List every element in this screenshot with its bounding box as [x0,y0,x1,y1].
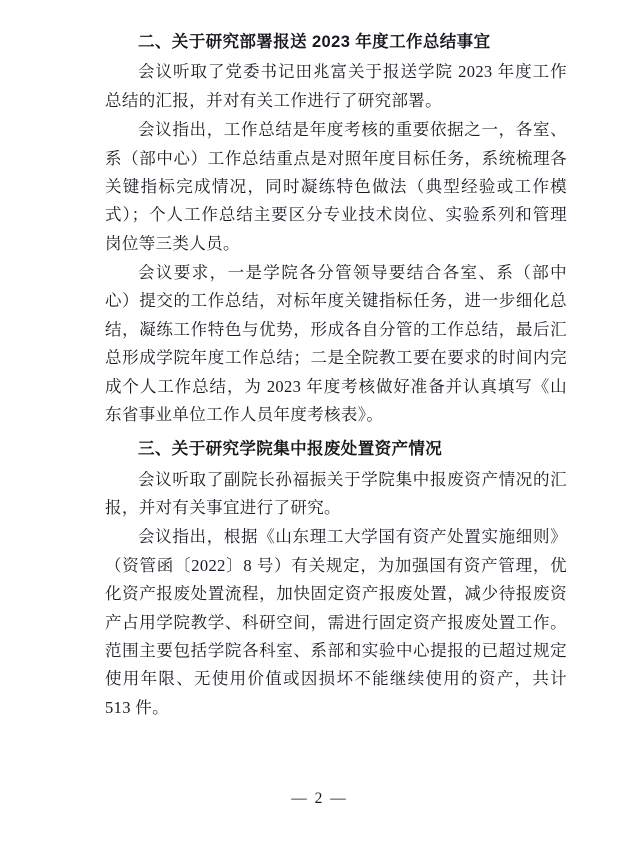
paragraph-asset-briefing: 会议听取了副院长孙福振关于学院集中报废资产情况的汇报，并对有关事宜进行了研究。 [105,469,567,517]
page-number-footer: — 2 — [291,790,348,807]
document-body [105,28,567,722]
paragraph-asset-regulations: 会议指出，根据《山东理工大学国有资产处置实施细则》（资管函〔2022〕8 号）有关规定，为加强国有资产管理，优化资产报废处置流程，加快固定资产报废处置，减少待报废资产占用学院教学、科研空间，需进行固定资产报废处置工作。范围主要包括学院各科室、系部和实验中心提报的已超过规定使用年限、无使用价值或因损坏不能继续使用的资产，共计 513 件。 [105,527,567,717]
paragraph-summary-points: 会议指出，工作总结是年度考核的重要依据之一，各室、系（部中心）工作总结重点是对照年度目标任务，系统梳理各关键指标完成情况，同时凝练特色做法（典型经验或工作模式）；个人工作总结主要区分专业技术岗位、实验系列和管理岗位等三类人员。 [105,120,567,253]
paragraph-summary-requirements: 会议要求，一是学院各分管领导要结合各室、系（部中心）提交的工作总结，对标年度关键指标任务，进一步细化总结，凝练工作特色与优势，形成各自分管的工作总结，最后汇总形成学院年度工作总结；二是全院教工要在要求的时间内完成个人工作总结，为 2023 年度考核做好准备并认真填写《山东省事业单位工作人员年度考核表》。 [105,263,567,424]
section-heading-two: 二、关于研究部署报送 2023 年度工作总结事宜 [138,33,491,51]
section-heading-three: 三、关于研究学院集中报废处置资产情况 [138,440,443,459]
paragraph-report-briefing: 会议听取了党委书记田兆富关于报送学院 2023 年度工作总结的汇报，并对有关工作进行了研究部署。 [105,62,567,110]
